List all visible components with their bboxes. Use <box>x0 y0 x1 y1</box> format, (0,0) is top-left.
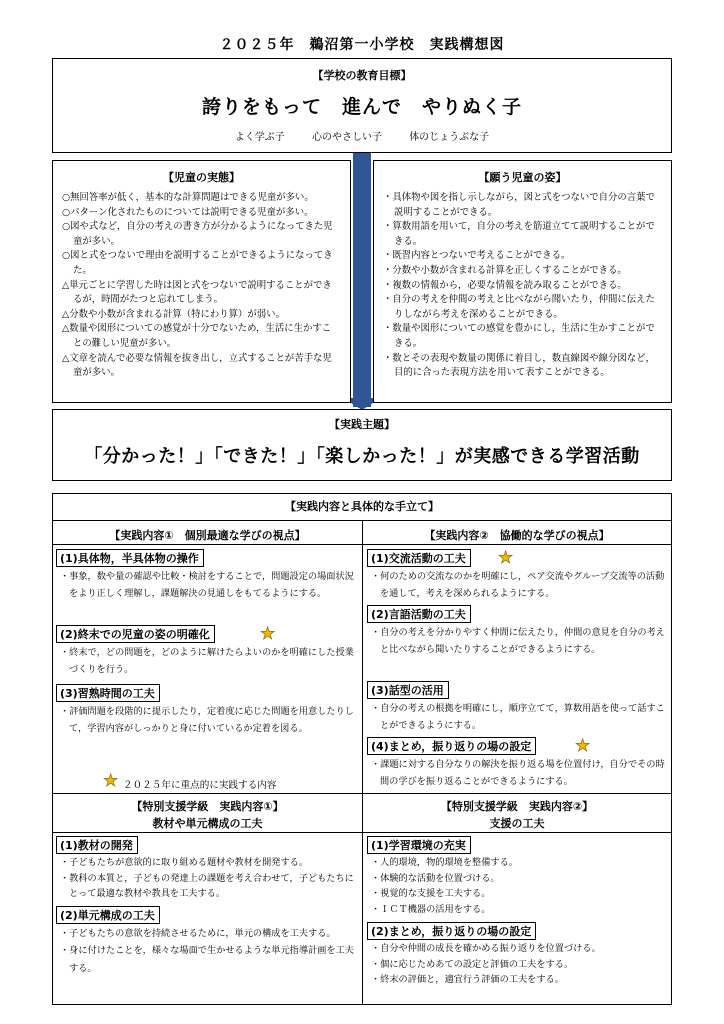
sub-goal: よく学ぶ子 <box>234 132 285 143</box>
list-item: ・子どもたちが意欲的に取り組める題材や教材を開発する。 <box>60 857 309 868</box>
practice-theme-box <box>52 409 672 481</box>
practice-theme-heading: 【実践主題】 <box>329 418 395 431</box>
practice-1-section-text <box>60 703 356 738</box>
practice-2-section-text <box>371 568 667 603</box>
practice-1-section-text <box>60 644 356 679</box>
list-item: ・ＩＣＴ機器の活用をする。 <box>371 903 491 915</box>
list-item: ・終末の評価と，適宜行う評価の工夫をする。 <box>371 974 564 985</box>
desired-state-list <box>374 191 671 381</box>
practice-2-section-title: (2)言語活動の工夫 <box>367 605 471 623</box>
page-title: ２０２５年 鵜沼第一小学校 実践構想図 <box>219 37 505 53</box>
special-1-section-title: (1)教材の開発 <box>56 836 138 854</box>
special-1-subheading: 教材や単元構成の工夫 <box>152 817 263 830</box>
special-1-section-text <box>60 925 356 977</box>
list-item: ・子どもたちの意欲を持続させるために，単元の構成を工夫する。 <box>60 928 336 939</box>
list-item: ・複数の情報から，必要な情報を読み取ることができる。 <box>383 279 627 291</box>
star-icon: ★ <box>575 736 591 756</box>
special-1-section-title: (2)単元構成の工夫 <box>56 906 160 924</box>
education-goal-box <box>52 58 672 153</box>
list-item: △文章を読んで必要な情報を抜き出し，立式することが苦手な児童が多い。 <box>62 352 332 379</box>
list-item: ・自分や仲間の成長を確かめる振り返りを位置づける。 <box>371 943 601 954</box>
special-2-subheading: 支援の工夫 <box>489 817 545 830</box>
list-item: △数量や図形についての感覚が十分でないため，生活に生かすことの難しい児童が多い。 <box>62 323 332 349</box>
star-icon: ★ <box>498 548 514 568</box>
special-2-section-title: (1)学習環境の充実 <box>367 836 471 854</box>
list-item: ・具体物や図を指し示しながら，図と式をつないで自分の言葉で説明することができる。 <box>383 192 655 218</box>
section-title-text: (2)終末での児童の姿の明確化 <box>60 628 210 641</box>
divider <box>53 793 671 794</box>
current-state-heading: 【児童の実態】 <box>163 171 240 184</box>
special-2-section-text <box>371 855 667 917</box>
practice-1-section-title: (1)具体物，半具体物の操作 <box>56 549 204 567</box>
current-state-list <box>53 191 350 381</box>
list-item: ・終末で，どの問題を，どのように解けたらよいのかを明確にした授業づくりを行う。 <box>60 647 354 676</box>
special-2-heading: 【特別支援学級 実践内容②】 <box>440 800 594 813</box>
practice-content-heading: 【実践内容と具体的な手立て】 <box>285 500 439 513</box>
practice-1-section-title: (3)習熟時間の工夫 <box>56 684 160 702</box>
list-item: ○図と式をつないで理由を説明することができるようになってきた。 <box>62 250 333 276</box>
list-item: ○パターン化されたものについては説明できる児童が多い。 <box>62 206 314 218</box>
list-item: ・数とその表現や数量の関係に着目し，数直線図や線分図など，目的に合った表現方法を用いて表すことができる。 <box>383 352 655 379</box>
divider <box>363 544 671 545</box>
list-item: ・既習内容とつないで考えることができる。 <box>383 250 571 262</box>
practice-1-section-text <box>60 568 356 603</box>
list-item: △分数や小数が含まれる計算（特にわり算）が弱い。 <box>62 308 285 320</box>
divider <box>53 544 362 545</box>
list-item: ・自分の考えを仲間の考えと比べながら聞いたり，仲間に伝えたりしながら考えを深めることができる。 <box>383 294 655 320</box>
list-item: ・事象，数や量の確認や比較・検討をすることで，問題設定の場面状況をより正しく理解し，課題解決の見通しをもてるようにする。 <box>60 571 354 600</box>
divider <box>362 520 363 1005</box>
sub-goal: 心のやさしい子 <box>312 132 382 143</box>
priority-note: ２０２５年に重点的に実践する内容 <box>123 780 277 791</box>
list-item: ・算数用語を用いて，自分の考えを筋道立てて説明することができる。 <box>383 221 655 247</box>
divider <box>363 832 671 833</box>
list-item: △単元ごとに学習した時は図と式をつないで説明することができるが，時間がたつと忘れてしまう。 <box>62 279 332 306</box>
star-icon: ★ <box>260 624 276 644</box>
practice-theme-text: 「分かった！」「できた！」「楽しかった！」が実感できる学習活動 <box>84 446 640 467</box>
education-goal-heading: 【学校の教育目標】 <box>312 69 412 82</box>
list-item: ○図や式など，自分の考えの書き方が分かるようになってきた児童が多い。 <box>62 221 333 247</box>
desired-state-box <box>373 160 672 403</box>
sub-goals <box>53 128 671 143</box>
divider <box>53 832 362 833</box>
practice-1-section-title <box>56 625 215 643</box>
special-1-section-text <box>60 855 356 902</box>
practice-2-section-text <box>371 624 667 659</box>
list-item: ・教科の本質と，子どもの発達上の課題を考え合わせて，子どもたちにとって最適な教材や教具を工夫する。 <box>60 872 354 899</box>
list-item: ・自分の考えの根拠を明確にし，順序立てて，算数用語を使って話すことができるようにする。 <box>371 703 665 732</box>
list-item: ・課題に対する自分なりの解決を振り返る場を位置付け，自分でその時間の学びを振り返ることができるようにする。 <box>371 759 665 788</box>
list-item: ・人的環境，物的環境を整備する。 <box>371 857 518 868</box>
list-item: ・個に応じためあての設定と評価の工夫をする。 <box>371 958 574 970</box>
special-2-section-title: (2)まとめ，振り返りの場の設定 <box>367 922 536 940</box>
star-icon: ★ <box>103 771 119 791</box>
connector-arrow <box>353 152 371 407</box>
current-state-box <box>52 160 351 403</box>
practice-2-section-title: (4)まとめ，振り返りの場の設定 <box>367 737 536 755</box>
practice-2-section-text <box>371 700 667 735</box>
special-2-section-text <box>371 941 667 988</box>
practice-2-section-text <box>371 756 667 791</box>
practice-2-section-title: (3)話型の活用 <box>367 681 449 699</box>
list-item: ・分数や小数が含まれる計算を正しくすることができる。 <box>383 264 627 276</box>
practice-1-heading: 【実践内容① 個別最適な学びの視点】 <box>109 529 306 542</box>
practice-content-grid <box>52 493 672 1005</box>
special-1-heading: 【特別支援学級 実践内容①】 <box>131 800 284 813</box>
list-item: ・自分の考えを分かりやすく仲間に伝えたり，仲間の意見を自分の考えと比べながら聞いたりすることができるようにする。 <box>371 627 665 656</box>
desired-state-heading: 【願う児童の姿】 <box>478 171 567 184</box>
list-item: ・何のための交流なのかを明確にし，ペア交流やグループ交流等の活動を通して，考えを深められるようにする。 <box>371 571 665 600</box>
practice-2-heading: 【実践内容② 協働的な学びの視点】 <box>424 529 610 542</box>
list-item: ・数量や図形についての感覚を豊かにし，生活に生かすことができる。 <box>383 323 655 349</box>
school-motto: 誇りをもって 進んで やりぬく子 <box>201 96 522 118</box>
list-item: ○無回答率が低く，基本的な計算問題はできる児童が多い。 <box>62 192 314 203</box>
list-item: ・身に付けたことを，様々な場面で生かせるような単元指導計画を工夫する。 <box>60 945 354 974</box>
sub-goal: 体のじょうぶな子 <box>409 132 490 143</box>
list-item: ・体験的な活動を位置づける。 <box>371 872 500 884</box>
list-item: ・評価問題を段階的に提示したり，定着度に応じた問題を用意したりして，学習内容がしっかりと身に付いているか定着を図る。 <box>60 706 354 735</box>
practice-2-section-title: (1)交流活動の工夫 <box>367 549 471 567</box>
list-item: ・視覚的な支援を工夫する。 <box>371 888 491 899</box>
